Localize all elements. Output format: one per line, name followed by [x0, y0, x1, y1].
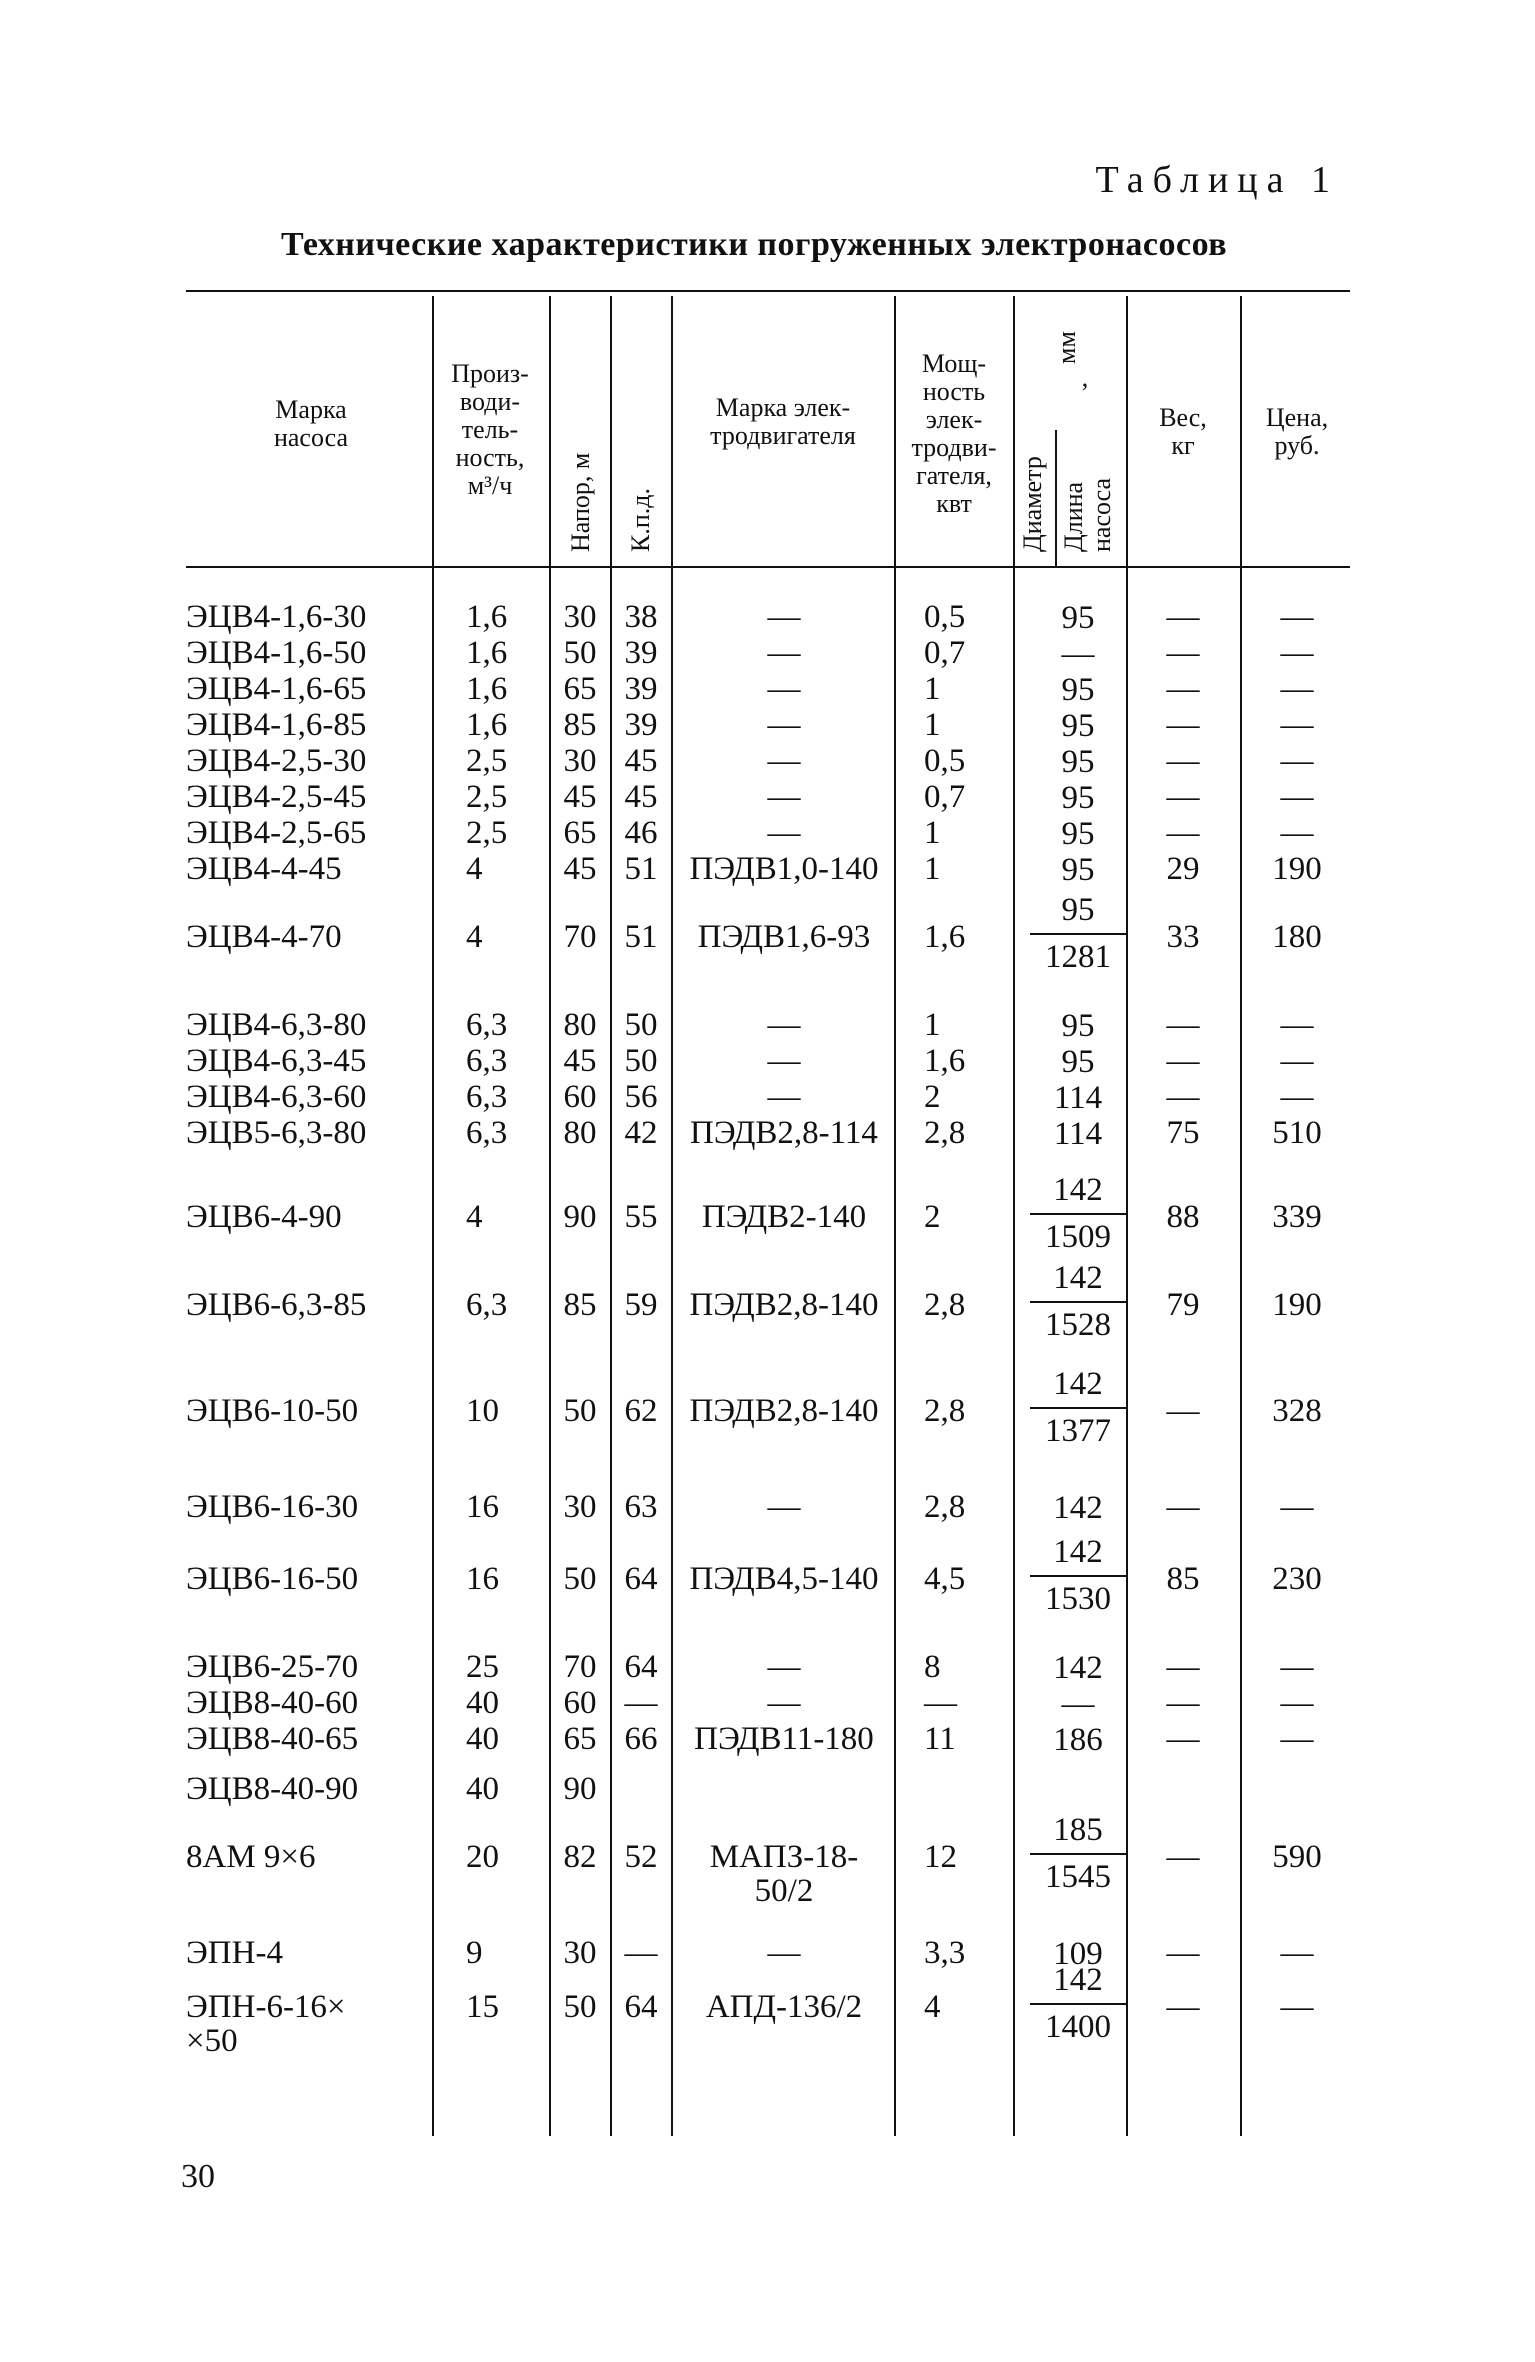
- cell-dimensions: —: [1061, 636, 1095, 672]
- cell-price: 190: [1272, 851, 1322, 887]
- cell-capacity: 40: [466, 1685, 499, 1721]
- cell-dimensions: [1030, 1172, 1126, 1256]
- cell-length: 1509: [1045, 1219, 1111, 1255]
- cell-motor: МАПЗ-18- 50/2: [709, 1839, 859, 1909]
- cell-head: 50: [563, 1393, 597, 1429]
- cell-pump: ЭЦВ4-1,6-65: [186, 671, 367, 707]
- cell-price: 180: [1272, 919, 1322, 955]
- cell-pump: ЭПН-4: [186, 1935, 283, 1971]
- top-rule: [186, 290, 1350, 292]
- cell-capacity: 40: [466, 1771, 499, 1807]
- cell-power: 0,7: [924, 779, 966, 815]
- cell-power: 4,5: [924, 1561, 966, 1597]
- cell-diameter: 142: [1030, 1962, 1126, 2005]
- cell-price: 510: [1272, 1115, 1322, 1151]
- cell-eff: 50: [624, 1043, 658, 1079]
- cell-capacity: 25: [466, 1649, 499, 1685]
- cell-head: 80: [563, 1115, 597, 1151]
- cell-eff: 39: [624, 707, 658, 743]
- cell-head: 60: [563, 1079, 597, 1115]
- cell-dimensions: [1030, 1260, 1126, 1344]
- cell-pump: ЭЦВ6-25-70: [186, 1649, 359, 1685]
- cell-pump: ЭЦВ6-16-50: [186, 1561, 359, 1597]
- cell-dimensions: 95: [1061, 816, 1095, 852]
- cell-dimensions: 95: [1061, 1044, 1095, 1080]
- cell-eff: 56: [624, 1079, 658, 1115]
- cell-head: 30: [563, 599, 597, 635]
- cell-length: 1281: [1045, 939, 1111, 975]
- cell-capacity: 40: [466, 1721, 499, 1757]
- cell-weight: —: [1166, 1721, 1200, 1757]
- cell-pump: ЭЦВ6-16-30: [186, 1489, 359, 1525]
- cell-pump: ЭЦВ4-4-70: [186, 919, 342, 955]
- cell-capacity: 2,5: [466, 779, 508, 815]
- cell-length: 1530: [1045, 1581, 1111, 1617]
- cell-power: 1: [924, 671, 941, 707]
- cell-power: 4: [924, 1989, 941, 2025]
- column-divider: [1055, 430, 1057, 566]
- cell-capacity: 2,5: [466, 743, 508, 779]
- column-divider: [432, 296, 434, 2136]
- cell-power: 0,5: [924, 743, 966, 779]
- header-diameter: Диаметр: [1018, 456, 1047, 552]
- cell-weight: —: [1166, 1079, 1200, 1115]
- cell-eff: 62: [624, 1393, 658, 1429]
- cell-eff: 50: [624, 1007, 658, 1043]
- cell-dimensions: 95: [1061, 744, 1095, 780]
- cell-price: —: [1280, 1007, 1314, 1043]
- cell-power: 0,7: [924, 635, 966, 671]
- cell-pump: ЭЦВ4-6,3-60: [186, 1079, 367, 1115]
- cell-motor: ПЭДВ1,0-140: [689, 851, 879, 887]
- cell-weight: —: [1166, 1839, 1200, 1875]
- cell-power: 1: [924, 851, 941, 887]
- header-efficiency: К.п.д.: [626, 488, 655, 552]
- cell-weight: —: [1166, 1685, 1200, 1721]
- cell-eff: —: [624, 1935, 658, 1971]
- cell-pump: 8АМ 9×6: [186, 1839, 316, 1875]
- cell-weight: 75: [1166, 1115, 1200, 1151]
- cell-head: 30: [563, 1489, 597, 1525]
- cell-pump: ЭЦВ5-6,3-80: [186, 1115, 367, 1151]
- cell-eff: 45: [624, 779, 658, 815]
- cell-weight: —: [1166, 1935, 1200, 1971]
- cell-weight: —: [1166, 635, 1200, 671]
- cell-capacity: 1,6: [466, 599, 508, 635]
- cell-price: —: [1280, 743, 1314, 779]
- cell-eff: 45: [624, 743, 658, 779]
- column-divider: [610, 296, 612, 2136]
- cell-motor: —: [767, 1489, 801, 1525]
- cell-capacity: 10: [466, 1393, 499, 1429]
- cell-pump: ЭЦВ6-6,3-85: [186, 1287, 367, 1323]
- cell-power: 8: [924, 1649, 941, 1685]
- cell-diameter: 142: [1030, 1534, 1126, 1577]
- cell-dimensions: 95: [1061, 672, 1095, 708]
- cell-motor: —: [767, 635, 801, 671]
- cell-head: 90: [563, 1771, 597, 1807]
- cell-diameter: 95: [1030, 892, 1126, 935]
- cell-eff: 59: [624, 1287, 658, 1323]
- cell-motor: —: [767, 779, 801, 815]
- cell-power: 3,3: [924, 1935, 966, 1971]
- cell-capacity: 1,6: [466, 707, 508, 743]
- header-weight: Вес, кг: [1159, 403, 1207, 460]
- cell-pump: ЭЦВ4-6,3-45: [186, 1043, 367, 1079]
- cell-price: 230: [1272, 1561, 1322, 1597]
- cell-capacity: 1,6: [466, 671, 508, 707]
- cell-capacity: 1,6: [466, 635, 508, 671]
- cell-price: —: [1280, 1489, 1314, 1525]
- cell-eff: 39: [624, 635, 658, 671]
- cell-price: 339: [1272, 1199, 1322, 1235]
- cell-power: 1: [924, 707, 941, 743]
- cell-motor: ПЭДВ2,8-140: [689, 1393, 879, 1429]
- cell-dimensions: 95: [1061, 780, 1095, 816]
- cell-head: 30: [563, 743, 597, 779]
- cell-pump: ЭЦВ4-2,5-30: [186, 743, 367, 779]
- cell-motor: —: [767, 1043, 801, 1079]
- cell-eff: 63: [624, 1489, 658, 1525]
- cell-weight: —: [1166, 1489, 1200, 1525]
- cell-weight: 88: [1166, 1199, 1200, 1235]
- cell-dimensions: 95: [1061, 852, 1095, 888]
- cell-motor: —: [767, 1685, 801, 1721]
- cell-motor: —: [767, 743, 801, 779]
- cell-weight: 79: [1166, 1287, 1200, 1323]
- cell-head: 60: [563, 1685, 597, 1721]
- cell-capacity: 4: [466, 919, 483, 955]
- cell-price: —: [1280, 707, 1314, 743]
- cell-pump: ЭЦВ8-40-60: [186, 1685, 359, 1721]
- cell-power: 2,8: [924, 1287, 966, 1323]
- cell-power: 1,6: [924, 919, 966, 955]
- cell-eff: 42: [624, 1115, 658, 1151]
- cell-dimensions: [1030, 1534, 1126, 1618]
- cell-head: 80: [563, 1007, 597, 1043]
- cell-head: 30: [563, 1935, 597, 1971]
- cell-eff: 66: [624, 1721, 658, 1757]
- cell-price: —: [1280, 1685, 1314, 1721]
- cell-head: 50: [563, 635, 597, 671]
- cell-motor: АПД-136/2: [705, 1989, 863, 2025]
- cell-head: 50: [563, 1561, 597, 1597]
- cell-dimensions: 142: [1053, 1650, 1103, 1686]
- cell-capacity: 6,3: [466, 1079, 508, 1115]
- cell-price: —: [1280, 1649, 1314, 1685]
- cell-eff: 64: [624, 1561, 658, 1597]
- cell-pump: ЭЦВ4-2,5-45: [186, 779, 367, 815]
- cell-price: —: [1280, 815, 1314, 851]
- cell-eff: 38: [624, 599, 658, 635]
- cell-dimensions: 114: [1053, 1080, 1103, 1116]
- cell-motor: ПЭДВ1,6-93: [697, 919, 871, 955]
- cell-head: 45: [563, 851, 597, 887]
- cell-motor: —: [767, 815, 801, 851]
- cell-eff: 64: [624, 1989, 658, 2025]
- cell-weight: —: [1166, 779, 1200, 815]
- cell-weight: —: [1166, 1393, 1200, 1429]
- cell-head: 70: [563, 919, 597, 955]
- cell-weight: 85: [1166, 1561, 1200, 1597]
- column-divider: [671, 296, 673, 2136]
- cell-price: 590: [1272, 1839, 1322, 1875]
- cell-capacity: 16: [466, 1489, 499, 1525]
- cell-eff: 51: [624, 851, 658, 887]
- cell-pump: ЭЦВ8-40-90: [186, 1771, 359, 1807]
- cell-weight: 33: [1166, 919, 1200, 955]
- cell-capacity: 16: [466, 1561, 499, 1597]
- cell-eff: 52: [624, 1839, 658, 1875]
- cell-motor: —: [767, 1007, 801, 1043]
- header-power: Мощ- ность элек- тродви- гателя, квт: [911, 349, 997, 518]
- header-capacity: Произ- води- тель- ность, м³/ч: [451, 359, 529, 500]
- cell-dimensions: 109: [1053, 1936, 1103, 1972]
- header-dims-sep: ,: [1081, 363, 1089, 392]
- cell-weight: —: [1166, 1043, 1200, 1079]
- cell-power: 2: [924, 1079, 941, 1115]
- cell-length: 1377: [1045, 1413, 1111, 1449]
- cell-weight: —: [1166, 671, 1200, 707]
- cell-price: —: [1280, 635, 1314, 671]
- cell-power: 11: [924, 1721, 956, 1757]
- column-divider: [894, 296, 896, 2136]
- cell-dimensions: 186: [1053, 1722, 1103, 1758]
- cell-diameter: 142: [1030, 1366, 1126, 1409]
- cell-pump: ЭЦВ4-1,6-85: [186, 707, 367, 743]
- header-length: Длина насоса: [1059, 477, 1116, 552]
- cell-power: 2,8: [924, 1393, 966, 1429]
- header-rule: [186, 566, 1350, 568]
- cell-motor: ПЭДВ2,8-114: [690, 1115, 878, 1151]
- table-caption: Таблица 1: [1095, 159, 1339, 201]
- cell-dimensions: 142: [1053, 1490, 1103, 1526]
- cell-length: 1400: [1045, 2009, 1111, 2045]
- header-pump: Марка насоса: [273, 395, 349, 452]
- cell-price: 328: [1272, 1393, 1322, 1429]
- column-divider: [549, 296, 551, 2136]
- cell-motor: ПЭДВ2,8-140: [689, 1287, 879, 1323]
- cell-motor: —: [767, 671, 801, 707]
- cell-weight: —: [1166, 1989, 1200, 2025]
- cell-price: —: [1280, 671, 1314, 707]
- cell-dimensions: [1030, 892, 1126, 976]
- cell-capacity: 6,3: [466, 1043, 508, 1079]
- cell-capacity: 15: [466, 1989, 499, 2025]
- cell-head: 45: [563, 779, 597, 815]
- cell-pump: ЭЦВ4-1,6-30: [186, 599, 367, 635]
- cell-head: 65: [563, 671, 597, 707]
- cell-power: —: [924, 1685, 957, 1721]
- cell-motor: —: [767, 1079, 801, 1115]
- cell-dimensions: 95: [1061, 600, 1095, 636]
- cell-pump: ЭЦВ4-2,5-65: [186, 815, 367, 851]
- cell-power: 1: [924, 1007, 941, 1043]
- cell-dimensions: [1030, 1962, 1126, 2046]
- cell-eff: 55: [624, 1199, 658, 1235]
- cell-weight: —: [1166, 815, 1200, 851]
- cell-capacity: 4: [466, 1199, 483, 1235]
- cell-price: 190: [1272, 1287, 1322, 1323]
- cell-head: 82: [563, 1839, 597, 1875]
- cell-diameter: 142: [1030, 1172, 1126, 1215]
- cell-pump: ЭЦВ6-4-90: [186, 1199, 342, 1235]
- cell-eff: 46: [624, 815, 658, 851]
- cell-price: —: [1280, 599, 1314, 635]
- cell-price: —: [1280, 779, 1314, 815]
- cell-head: 65: [563, 1721, 597, 1757]
- cell-pump: ЭЦВ4-4-45: [186, 851, 342, 887]
- cell-price: —: [1280, 1079, 1314, 1115]
- cell-head: 65: [563, 815, 597, 851]
- cell-capacity: 2,5: [466, 815, 508, 851]
- cell-eff: 39: [624, 671, 658, 707]
- cell-weight: —: [1166, 1007, 1200, 1043]
- cell-weight: —: [1166, 743, 1200, 779]
- cell-motor: ПЭДВ11-180: [694, 1721, 874, 1757]
- cell-weight: —: [1166, 707, 1200, 743]
- cell-price: —: [1280, 1989, 1314, 2025]
- cell-power: 2,8: [924, 1115, 966, 1151]
- cell-pump: ЭЦВ6-10-50: [186, 1393, 359, 1429]
- cell-diameter: 142: [1030, 1260, 1126, 1303]
- cell-dimensions: [1030, 1366, 1126, 1450]
- cell-price: —: [1280, 1935, 1314, 1971]
- cell-length: 1528: [1045, 1307, 1111, 1343]
- cell-motor: ПЭДВ4,5-140: [689, 1561, 879, 1597]
- cell-capacity: 4: [466, 851, 483, 887]
- cell-diameter: 185: [1030, 1812, 1126, 1855]
- header-motor: Марка элек- тродвигателя: [710, 393, 856, 450]
- cell-dimensions: 95: [1061, 708, 1095, 744]
- cell-dimensions: —: [1061, 1686, 1095, 1722]
- page-number: 30: [181, 2158, 215, 2195]
- cell-eff: 51: [624, 919, 658, 955]
- cell-motor: —: [767, 1935, 801, 1971]
- cell-motor: —: [767, 599, 801, 635]
- cell-motor: —: [767, 1649, 801, 1685]
- cell-pump: ЭЦВ8-40-65: [186, 1721, 359, 1757]
- cell-head: 70: [563, 1649, 597, 1685]
- cell-power: 1,6: [924, 1043, 966, 1079]
- cell-eff: 64: [624, 1649, 658, 1685]
- cell-motor: —: [767, 707, 801, 743]
- cell-price: —: [1280, 1043, 1314, 1079]
- cell-price: —: [1280, 1721, 1314, 1757]
- cell-dimensions: [1030, 1812, 1126, 1896]
- cell-power: 2,8: [924, 1489, 966, 1525]
- cell-weight: —: [1166, 599, 1200, 635]
- header-head: Напор, м: [566, 452, 595, 552]
- cell-motor: ПЭДВ2-140: [701, 1199, 867, 1235]
- cell-head: 45: [563, 1043, 597, 1079]
- cell-head: 85: [563, 707, 597, 743]
- cell-weight: 29: [1166, 851, 1200, 887]
- cell-head: 90: [563, 1199, 597, 1235]
- cell-weight: —: [1166, 1649, 1200, 1685]
- cell-head: 85: [563, 1287, 597, 1323]
- column-divider: [1013, 296, 1015, 2136]
- cell-power: 0,5: [924, 599, 966, 635]
- cell-length: 1545: [1045, 1859, 1111, 1895]
- cell-power: 2: [924, 1199, 941, 1235]
- table-title: Технические характеристики погруженных электронасосов: [281, 226, 1228, 263]
- cell-power: 1: [924, 815, 941, 851]
- cell-capacity: 20: [466, 1839, 499, 1875]
- cell-pump: ЭЦВ4-1,6-50: [186, 635, 367, 671]
- header-dims-unit: мм: [1052, 331, 1081, 364]
- cell-capacity: 9: [466, 1935, 483, 1971]
- cell-capacity: 6,3: [466, 1115, 508, 1151]
- header-price: Цена, руб.: [1265, 403, 1329, 460]
- cell-capacity: 6,3: [466, 1007, 508, 1043]
- cell-dimensions: 114: [1053, 1116, 1103, 1152]
- cell-dimensions: 95: [1061, 1008, 1095, 1044]
- cell-power: 12: [924, 1839, 957, 1875]
- cell-eff: —: [624, 1685, 658, 1721]
- cell-head: 50: [563, 1989, 597, 2025]
- cell-pump: ЭПН-6-16× ×50: [186, 1989, 346, 2059]
- cell-capacity: 6,3: [466, 1287, 508, 1323]
- cell-pump: ЭЦВ4-6,3-80: [186, 1007, 367, 1043]
